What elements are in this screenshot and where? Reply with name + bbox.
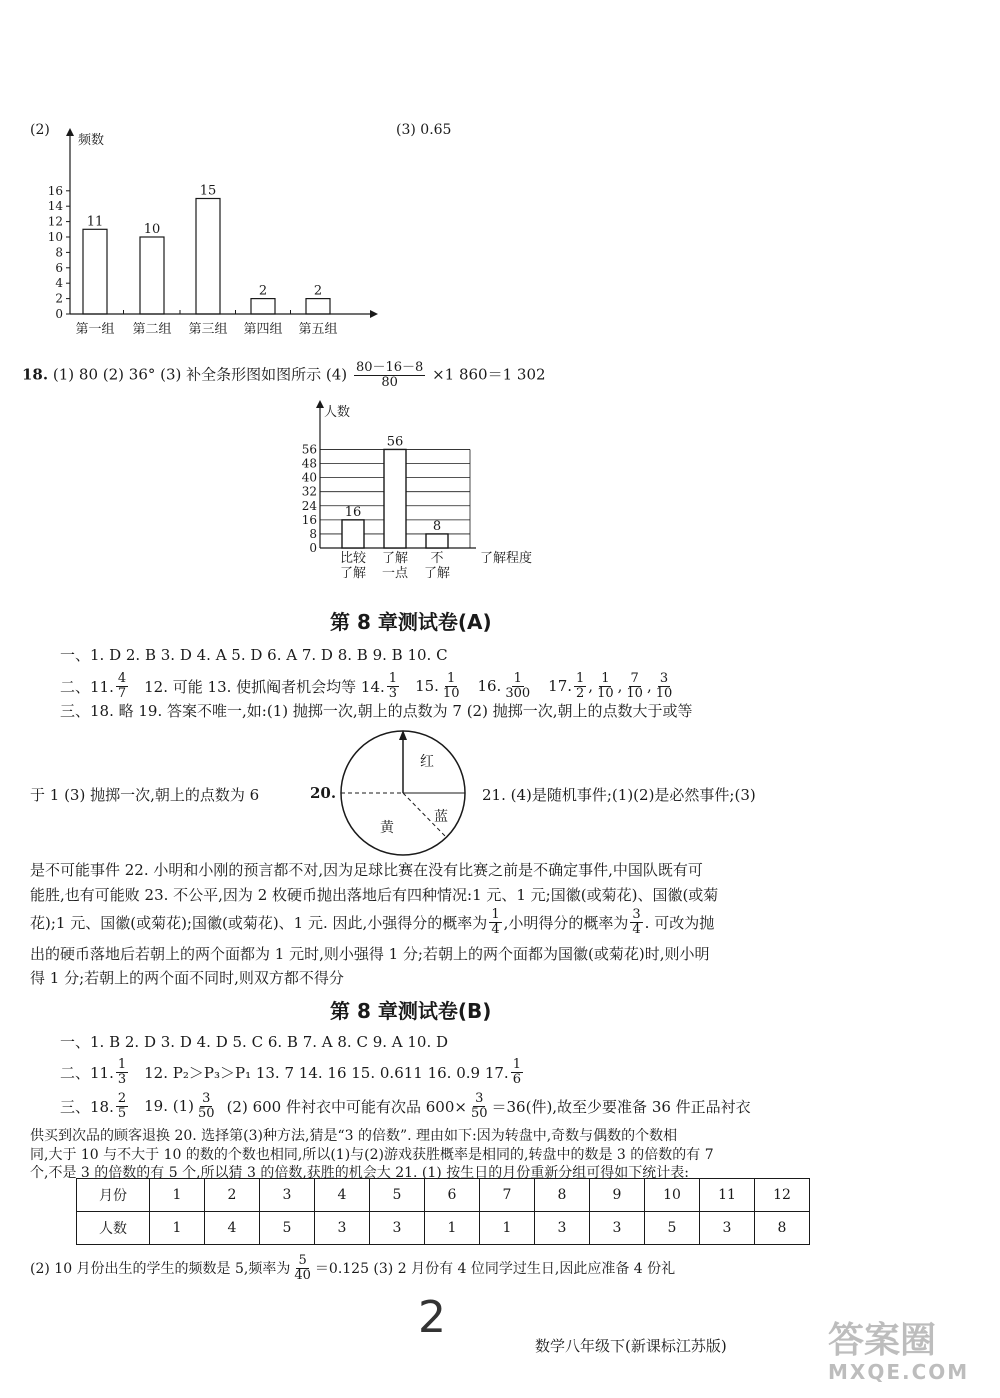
y-tick-label: 24: [301, 498, 317, 513]
section-a-line1: 一、1. D 2. B 3. D 4. A 5. D 6. A 7. D 8. B 9. B 10. C: [60, 646, 448, 664]
frac-num: 1: [491, 906, 500, 922]
frac-num: 1: [447, 670, 456, 686]
b-line3-part: (2) 600 件衬衣中可能有次品 600×: [226, 1097, 467, 1116]
category-label: 一点: [381, 566, 409, 581]
y-tick-label: 0: [309, 541, 317, 555]
y-tick-label: 10: [47, 230, 63, 244]
bar-value-label: 10: [143, 222, 161, 237]
y-tick-label: 2: [55, 291, 63, 306]
count-cell: 3: [535, 1212, 590, 1245]
a-line7-part: 花);1 元、国徽(或菊花);国徽(或菊花)、1 元. 因此,小强得分的概率为: [30, 913, 488, 932]
a-line2-part: 15.: [415, 677, 439, 695]
section-b-line6: 个,不是 3 的倍数的有 5 个,所以猜 3 的倍数,获胜的机会大 21. (1) 按生日的月份重新分组可得如下统计表:: [30, 1165, 689, 1181]
fraction-b19-2: [469, 1092, 490, 1121]
month-cell: 12: [755, 1179, 810, 1212]
y-tick-label: 48: [301, 456, 317, 471]
b-line2-part: 12. P₂＞P₃＞P₁ 13. 7 14. 16 15. 0.611 16. 0.9 17.: [144, 1063, 509, 1082]
section-a-line3: 三、18. 略 19. 答案不唯一,如:(1) 抛掷一次,朝上的点数为 7 (2) 抛掷一次,朝上的点数大于或等: [60, 702, 693, 720]
frac-num: 1: [117, 1056, 127, 1072]
b-line7-part: ＝0.125 (3) 2 月份有 4 位同学过生日,因此应准备 4 份礼: [314, 1261, 676, 1277]
section-a-title: 第 8 章测试卷(A): [330, 610, 492, 634]
frac-num: 7: [630, 670, 639, 686]
fraction-a17-2: [595, 672, 616, 701]
count-cell: 1: [425, 1212, 480, 1245]
y-tick-label: 14: [47, 199, 63, 214]
bar: [306, 299, 330, 314]
section-a-line8: 出的硬币落地后若朝上的两个面都为 1 元时,则小强得 1 分;若朝上的两个面都为国徽(或菊花)时,则小明: [30, 945, 710, 963]
q18-fraction: [354, 361, 425, 390]
bar: [251, 299, 275, 314]
count-cell: 8: [755, 1212, 810, 1245]
y-tick-label: 6: [55, 260, 63, 275]
frac-num: 4: [117, 670, 127, 686]
q17-part2-label: (2): [30, 122, 50, 138]
category-label: 第二组: [132, 322, 172, 337]
month-cell: 5: [370, 1179, 425, 1212]
q18-tail: ×1 860＝1 302: [432, 365, 546, 384]
y-tick-label: 4: [55, 276, 63, 291]
wheel-label-yellow: 黄: [380, 820, 394, 836]
fraction-a17-4: [654, 672, 675, 701]
category-label: 了解: [381, 551, 409, 566]
fraction-a17-3: [624, 672, 645, 701]
category-label: 第三组: [188, 322, 228, 337]
frac-den: 4: [632, 921, 641, 937]
a-line7-part: . 可改为抛: [644, 913, 715, 932]
frac-den: 2: [576, 685, 585, 701]
y-tick-label: 0: [55, 307, 63, 321]
y-tick-label: 32: [301, 484, 317, 499]
month-cell: 8: [535, 1179, 590, 1212]
bar-value-label: 56: [386, 434, 404, 450]
month-cell: 2: [205, 1179, 260, 1212]
bar-value-label: 11: [86, 214, 104, 230]
frac-den: 3: [388, 685, 398, 701]
b-line7-part: (2) 10 月份出生的学生的频数是 5,频率为: [30, 1261, 291, 1277]
section-a-line7: [30, 902, 714, 942]
q18-text: (1) 80 (2) 36° (3) 补全条形图如图所示 (4): [52, 365, 348, 384]
a-line2-part: 二、11.: [60, 677, 114, 696]
month-cell: 3: [260, 1179, 315, 1212]
frac-num: 1: [576, 670, 585, 686]
frac-num: 1: [512, 1056, 521, 1072]
section-b-title: 第 8 章测试卷(B): [330, 999, 492, 1023]
table-header-count: 人数: [77, 1212, 150, 1245]
a-line7-part: ,小明得分的概率为: [503, 913, 629, 932]
fraction-a17-1: [574, 672, 586, 701]
month-cell: 4: [315, 1179, 370, 1212]
section-b-line7: [30, 1248, 675, 1288]
month-cell: 11: [700, 1179, 755, 1212]
table-row: [77, 1179, 810, 1212]
frac-num: 3: [659, 670, 669, 686]
handwritten-page-number: 2: [418, 1292, 446, 1343]
section-b-line1: 一、1. B 2. D 3. D 4. D 5. C 6. B 7. A 8. C 9. A 10. D: [60, 1033, 449, 1051]
fraction-a23-2: [630, 908, 642, 937]
frac-den: 50: [470, 1105, 488, 1121]
section-a-line4-right: 21. (4)是随机事件;(1)(2)是必然事件;(3): [482, 786, 756, 804]
count-cell: 3: [315, 1212, 370, 1245]
count-cell: 1: [480, 1212, 535, 1245]
y-tick-label: 12: [47, 214, 63, 229]
fraction-a11: [116, 672, 128, 701]
count-cell: 3: [700, 1212, 755, 1245]
bar-value-label: 2: [258, 283, 268, 299]
section-b-line4: 供买到次品的顾客退换 20. 选择第(3)种方法,猜是“3 的倍数”. 理由如下:因为转盘中,奇数与偶数的个数相: [30, 1128, 678, 1144]
bar: [83, 229, 107, 314]
x-axis-label: 了解程度: [480, 551, 533, 566]
category-label: 第四组: [243, 322, 283, 337]
frac-den: 40: [294, 1267, 311, 1283]
y-axis-arrow-icon: [66, 128, 74, 136]
frac-num: 3: [632, 906, 641, 922]
q17-part3-answer: (3) 0.65: [396, 122, 452, 138]
y-tick-label: 16: [47, 183, 63, 198]
month-cell: 1: [150, 1179, 205, 1212]
frac-num: 2: [117, 1090, 127, 1106]
fraction-b19-1: [196, 1092, 217, 1121]
count-cell: 5: [260, 1212, 315, 1245]
frequency-bar-chart: [30, 128, 390, 350]
frac-den: 6: [512, 1071, 521, 1087]
section-a-q20-number: 20.: [310, 784, 337, 802]
y-tick-label: 56: [301, 442, 317, 457]
watermark-logo: 答案圈: [828, 1320, 937, 1361]
category-label: 了解: [423, 566, 451, 581]
q18-frac-num: 80－16－8: [355, 360, 424, 375]
frac-num: 3: [475, 1090, 484, 1106]
b-line3-part: ＝36(件),故至少要准备 36 件正品衬衣: [491, 1097, 751, 1116]
month-cell: 9: [590, 1179, 645, 1212]
frac-den: 10: [655, 685, 673, 701]
fraction-a14: [387, 672, 399, 701]
frac-den: 4: [491, 921, 500, 937]
bar-value-label: 2: [313, 283, 323, 299]
bar: [196, 199, 220, 315]
section-b-line5: 同,大于 10 与不大于 10 的数的个数也相同,所以(1)与(2)游戏获胜概率是相同的,转盘中的数是 3 的倍数的有 7: [30, 1147, 714, 1163]
y-tick-label: 8: [309, 526, 317, 541]
frac-den: 10: [626, 685, 643, 701]
section-a-line4-left: 于 1 (3) 抛掷一次,朝上的点数为 6: [30, 786, 260, 804]
section-b-line3: [60, 1086, 751, 1126]
fraction-b21: [292, 1254, 313, 1283]
fraction-a23-1: [489, 908, 501, 937]
fraction-b17: [511, 1058, 523, 1087]
frac-den: 50: [198, 1105, 215, 1121]
understanding-bar-chart: [280, 398, 560, 582]
section-a-line2: 二、11. $\frac{4}{7}$ 12. 可能 13. 使抓阄者机会均等 14. $\frac{1}{3}$ 15. $\frac{1}{10}$ 16. $\frac{1}{300}$ 17. $\frac{1}{2}$ , $\frac{1}{10}$ , $\frac{7}{10}$ , $\frac{3}{10}$: [60, 670, 673, 701]
frac-den: 5: [117, 1105, 127, 1121]
y-axis-label: 人数: [324, 405, 351, 420]
category-label: 不: [430, 551, 444, 566]
y-axis-arrow-icon: [316, 400, 324, 408]
fraction-b11: [116, 1058, 128, 1087]
a-line2-part: 17.: [548, 677, 573, 695]
q18-line: [22, 361, 546, 390]
month-cell: 7: [480, 1179, 535, 1212]
bar-value-label: 8: [432, 518, 442, 534]
wheel-label-red: 红: [420, 754, 434, 770]
y-tick-label: 40: [301, 470, 317, 485]
month-cell: 6: [425, 1179, 480, 1212]
bar: [140, 237, 164, 314]
category-label: 第五组: [298, 322, 338, 337]
a-line2-part: 16.: [477, 677, 502, 695]
count-cell: 5: [645, 1212, 700, 1245]
a-line2-part: 12. 可能 13. 使抓阄者机会均等 14.: [144, 677, 385, 696]
frac-num: 1: [601, 670, 610, 686]
watermark-url: MXQE.COM: [828, 1360, 970, 1384]
book-title-footer: 数学八年级下(新课标江苏版): [535, 1337, 727, 1355]
frac-den: 3: [117, 1071, 127, 1087]
table-row: [77, 1212, 810, 1245]
month-cell: 10: [645, 1179, 700, 1212]
category-label: 了解: [339, 566, 367, 581]
count-cell: 3: [590, 1212, 645, 1245]
frac-num: 1: [513, 670, 522, 686]
category-label: 第一组: [75, 322, 115, 337]
x-axis-arrow-icon: [370, 310, 378, 318]
bar: [384, 449, 406, 548]
bar-value-label: 16: [344, 504, 362, 520]
b-line3-part: 19. (1): [144, 1097, 195, 1115]
section-a-line5: 是不可能事件 22. 小明和小刚的预言都不对,因为足球比赛在没有比赛之前是不确定事件,中国队既有可: [30, 861, 703, 879]
table-header-month: 月份: [77, 1179, 150, 1212]
frac-den: 10: [442, 685, 460, 701]
y-axis-label: 频数: [78, 133, 105, 148]
spinner-wheel: [336, 726, 472, 862]
count-cell: 1: [150, 1212, 205, 1245]
b-line2-part: 二、11.: [60, 1063, 114, 1082]
fraction-a16: [503, 672, 532, 701]
category-label: 比较: [339, 551, 367, 566]
bar: [426, 534, 448, 548]
frac-num: 3: [202, 1090, 211, 1106]
frac-den: 10: [597, 685, 614, 701]
count-cell: 3: [370, 1212, 425, 1245]
bar-value-label: 15: [199, 183, 217, 199]
bar: [342, 520, 364, 548]
count-cell: 4: [205, 1212, 260, 1245]
frac-den: 300: [505, 685, 531, 701]
section-a-line9: 得 1 分;若朝上的两个面不同时,则双方都不得分: [30, 969, 344, 987]
section-a-line6: 能胜,也有可能败 23. 不公平,因为 2 枚硬币抛出落地后有四种情况:1 元、1 元;国徽(或菊花)、国徽(或菊: [30, 886, 719, 904]
y-tick-label: 8: [55, 245, 63, 260]
birthday-stats-table: [76, 1178, 810, 1245]
fraction-a15: [441, 672, 462, 701]
frac-num: 5: [298, 1252, 307, 1268]
frac-num: 1: [388, 670, 398, 686]
y-tick-label: 16: [301, 512, 317, 527]
fraction-b18: [116, 1092, 128, 1121]
wheel-label-blue: 蓝: [434, 809, 448, 825]
b-line3-part: 三、18.: [60, 1097, 114, 1116]
q18-frac-den: 80: [381, 375, 398, 390]
frac-den: 7: [117, 685, 127, 701]
q18-number: 18.: [22, 365, 49, 384]
